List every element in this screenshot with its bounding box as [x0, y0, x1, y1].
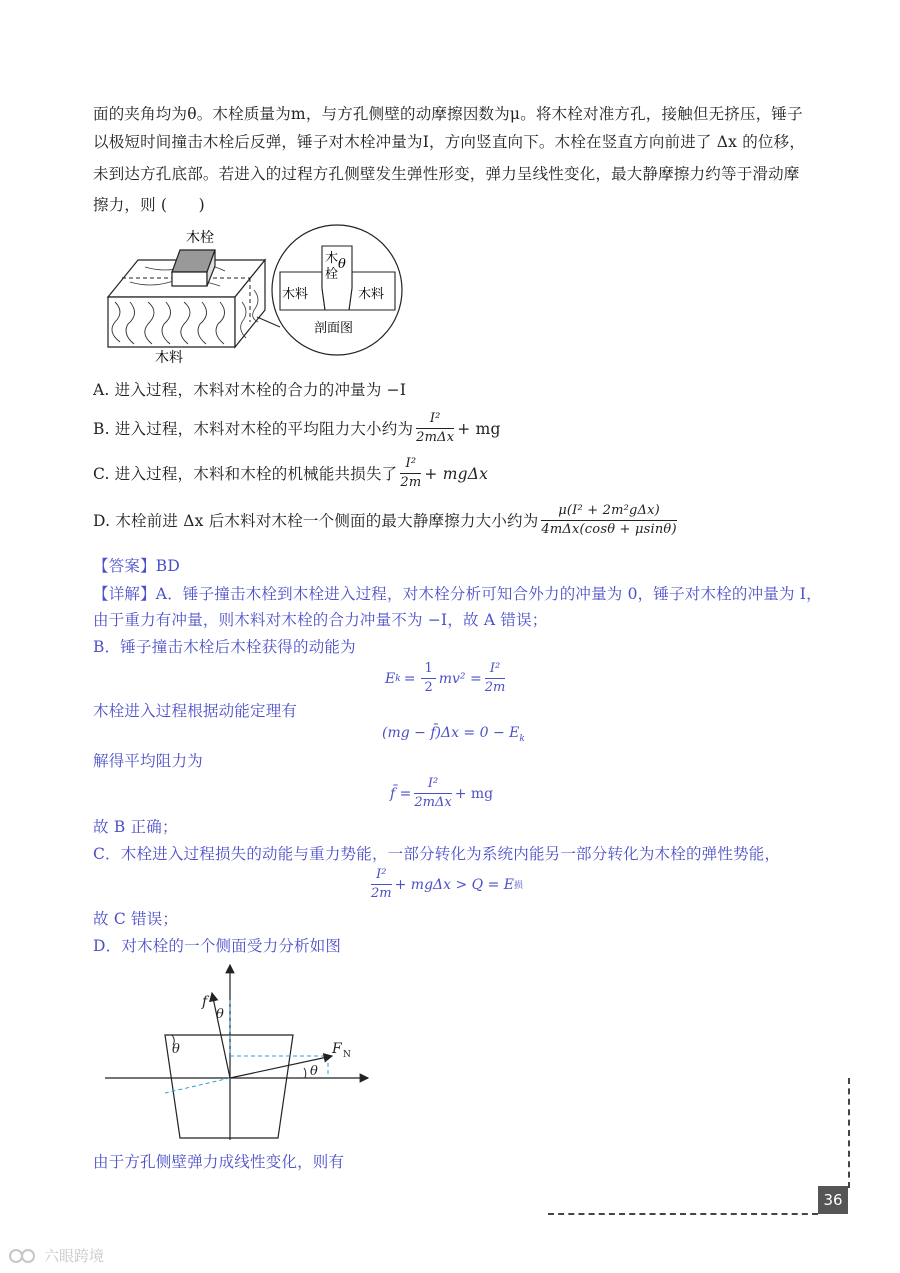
- detail-line-1: 【详解】A．锤子撞击木栓到木栓进入过程，对木栓分析可知合外力的冲量为 0，锤子对木栓的冲量为 I，: [93, 585, 822, 603]
- equation-average-resistance: f̄ = $\frac{\text{I²}}{\text{2mΔx}}$ + mg: [390, 776, 494, 810]
- detail-c-line-2: 故 C 错误；: [93, 910, 179, 928]
- option-d-num: μ(I² + 2m²gΔx): [541, 502, 676, 521]
- page-edge-dash-horizontal: [548, 1213, 818, 1215]
- theta-label-left: θ: [172, 1042, 180, 1057]
- detail-line-2: 由于重力有冲量，则木料对木栓的合力冲量不为 −I，故 A 错误；: [93, 611, 548, 629]
- question-line-1: 面的夹角均为θ。木栓质量为m，与方孔侧壁的动摩擦因数为μ。将木栓对准方孔，接触但无挤压，锤子: [93, 105, 803, 123]
- friction-label: f: [202, 994, 208, 1010]
- answer-label: 【答案】BD: [93, 557, 181, 575]
- watermark-logo-icon: [8, 1246, 38, 1266]
- equation-work-energy: (mg − f̄)Δx = $0 - E_k$: [382, 725, 525, 744]
- page-edge-dash-vertical: [848, 1078, 850, 1188]
- section-caption: 剖面图: [314, 321, 354, 336]
- option-d-den: 4mΔx(cosθ + μsinθ): [541, 522, 677, 537]
- section-right-label: 木料: [358, 287, 385, 302]
- option-b-den: 2mΔx: [416, 430, 455, 445]
- theta-label-top: θ: [216, 1007, 224, 1022]
- force-analysis-figure: [100, 960, 390, 1145]
- question-line-3: 未到达方孔底部。若进入的过程方孔侧壁发生弹性形变，弹力呈线性变化，最大静摩擦力约等于滑动摩: [93, 165, 800, 183]
- option-b: [93, 410, 501, 447]
- detail-b-line-2: 木栓进入过程根据动能定理有: [93, 702, 298, 720]
- option-c-text: C. 进入过程，木料和木栓的机械能共损失了: [93, 464, 398, 483]
- option-c-den: 2m: [400, 475, 422, 490]
- option-d-text: D. 木栓前进 Δx 后木料对木栓一个侧面的最大静摩擦力大小约为: [93, 511, 539, 530]
- section-left-label: 木料: [282, 287, 309, 302]
- detail-d-line-2: 由于方孔侧壁弹力成线性变化，则有: [93, 1153, 345, 1171]
- theta-label-right: θ: [310, 1064, 318, 1079]
- detail-c-line-1: C．木栓进入过程损失的动能与重力势能，一部分转化为系统内能另一部分转化为木栓的弹性势能，: [93, 845, 781, 863]
- detail-d-line-1: D．对木栓的一个侧面受力分析如图: [93, 937, 342, 955]
- option-b-text: B. 进入过程，木料对木栓的平均阻力大小约为: [93, 419, 414, 438]
- normal-force-sub: N: [343, 1050, 351, 1060]
- peg-in-hole-figure: [100, 222, 415, 367]
- option-b-tail: + mg: [457, 419, 501, 438]
- question-line-4: 擦力，则 ( ): [93, 196, 205, 214]
- watermark: [8, 1245, 104, 1266]
- detail-b-line-4: 故 B 正确；: [93, 818, 178, 836]
- detail-b-line-1: B．锤子撞击木栓后木栓获得的动能为: [93, 638, 356, 656]
- page-number: 36: [818, 1186, 848, 1214]
- section-peg-label-b: 栓: [325, 267, 339, 282]
- option-c: [93, 455, 488, 492]
- section-peg-label-a: 木: [325, 251, 339, 266]
- equation-energy-loss: $\frac{\text{I²}}{2m}$ + mgΔx > Q = E 损: [371, 867, 524, 901]
- section-theta-label: θ: [338, 257, 346, 272]
- option-c-tail: + mgΔx: [424, 464, 489, 483]
- question-line-2: 以极短时间撞击木栓后反弹，锤子对木栓冲量为I，方向竖直向下。木栓在竖直方向前进了 Δx 的位移，: [93, 133, 806, 151]
- detail-b-line-3: 解得平均阻力为: [93, 752, 203, 770]
- equation-kinetic-energy: E k = $\frac{1}{2}$ mv² = $\frac{\text{I²}}{2m}$: [385, 661, 506, 695]
- wood-label: 木料: [155, 350, 183, 366]
- option-b-num: I²: [416, 410, 454, 429]
- peg-label: 木栓: [186, 230, 214, 246]
- option-c-num: I²: [400, 455, 421, 474]
- normal-force-label: F: [332, 1041, 342, 1057]
- watermark-text: 六眼跨境: [44, 1247, 105, 1265]
- option-a: A. 进入过程，木料对木栓的合力的冲量为 −I: [93, 381, 407, 399]
- option-d: [93, 502, 680, 539]
